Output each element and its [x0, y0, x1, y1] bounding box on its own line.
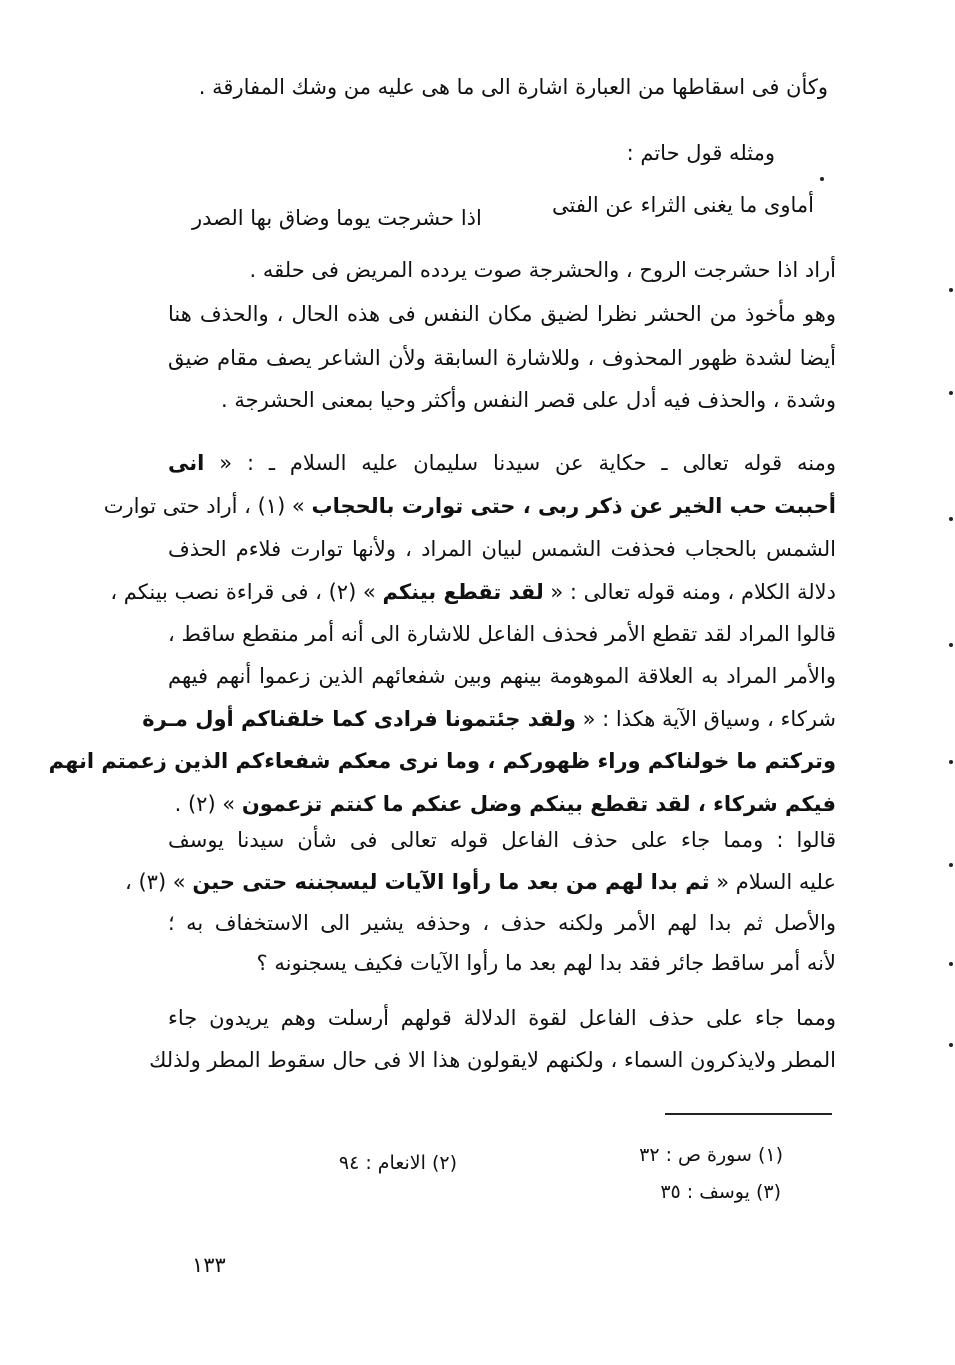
- paragraph-5-line: المطر ولايذكرون السماء ، ولكنهم لايقولون هذا الا فى حال سقوط المطر ولذلك: [149, 1048, 836, 1072]
- paragraph-2-line: أراد اذا حشرجت الروح ، والحشرجة صوت يردده المريض فى حلقه .: [249, 258, 836, 282]
- paragraph-4-line: قالوا : ومما جاء على حذف الفاعل قوله تعالى فى شأن سيدنا يوسف: [168, 828, 836, 852]
- scan-speck: [949, 760, 953, 764]
- paragraph-3-line: الشمس بالحجاب فحذفت الشمس لبيان المراد ، ولأنها توارت فلاءم الحذف: [168, 537, 836, 561]
- poem-hemistich-2: اذا حشرجت يوما وضاق بها الصدر: [192, 206, 482, 230]
- quran-quote: وتركتم ما خولناكم وراء ظهوركم ، وما نرى معكم شفعاءكم الذين زعمتم انهم: [48, 749, 836, 773]
- quran-quote: انى: [168, 451, 205, 475]
- paragraph-3-line: ومنه قوله تعالى ـ حكاية عن سيدنا سليمان عليه السلام ـ : « انى: [168, 451, 836, 475]
- paragraph-5-line: ومما جاء على حذف الفاعل لقوة الدلالة قولهم أرسلت وهم يريدون جاء: [168, 1006, 836, 1030]
- scan-speck: [949, 288, 953, 292]
- paragraph-3-line: قالوا المراد لقد تقطع الأمر فحذف الفاعل للاشارة الى أنه أمر منقطع ساقط ،: [168, 622, 836, 646]
- paragraph-3-line: والأمر المراد به العلاقة الموهومة بينهم وبين شفعائهم الذين زعموا أنهم فيهم: [168, 664, 836, 688]
- paragraph-3-line: شركاء ، وسياق الآية هكذا : « ولقد جئتمونا فرادى كما خلقناكم أول مـرة: [142, 707, 836, 731]
- scan-speck: [949, 1043, 953, 1047]
- paragraph-2-line: وهو مأخوذ من الحشر نظرا لضيق مكان النفس فى هذه الحال ، والحذف هنا: [168, 302, 836, 326]
- paragraph-3-line: دلالة الكلام ، ومنه قوله تعالى : « لقد تقطع بينكم » (٢) ، فى قراءة نصب بينكم ،: [110, 580, 836, 604]
- paragraph-3-line: أحببت حب الخير عن ذكر ربى ، حتى توارت بالحجاب » (١) ، أراد حتى توارت: [103, 494, 836, 518]
- paragraph-2-line: وشدة ، والحذف فيه أدل على قصر النفس وأكثر وحيا بمعنى الحشرجة .: [221, 388, 836, 412]
- paragraph-4-line: والأصل ثم بدا لهم الأمر ولكنه حذف ، وحذفه يشير الى الاستخفاف به ؛: [168, 911, 836, 935]
- page-number: ١٣٣: [192, 1253, 226, 1277]
- quran-quote: ثم بدا لهم من بعد ما رأوا الآيات ليسجننه حتى حين: [192, 870, 710, 894]
- scan-speck: [949, 863, 953, 867]
- quran-quote: فيكم شركاء ، لقد تقطع بينكم وضل عنكم ما كنتم تزعمون: [241, 792, 836, 816]
- scan-speck: [949, 643, 953, 647]
- quran-quote: أحببت حب الخير عن ذكر ربى ، حتى توارت بالحجاب: [311, 494, 836, 518]
- poem-hemistich-1: أماوى ما يغنى الثراء عن الفتى: [552, 193, 814, 217]
- footnote-1: (١) سورة ص : ٣٢: [639, 1144, 783, 1166]
- scan-speck: [949, 517, 953, 521]
- scan-speck: [820, 177, 824, 181]
- paragraph-3-line: فيكم شركاء ، لقد تقطع بينكم وضل عنكم ما كنتم تزعمون » (٢) .: [174, 792, 836, 816]
- footnote-3: (٣) يوسف : ٣٥: [660, 1181, 781, 1203]
- footnote-divider: [665, 1113, 832, 1115]
- poem-intro: ومثله قول حاتم :: [626, 141, 775, 165]
- scan-speck: [949, 962, 953, 966]
- quran-quote: ولقد جئتمونا فرادى كما خلقناكم أول مـرة: [142, 707, 576, 731]
- paragraph-4-line: لأنه أمر ساقط جائر فقد بدا لهم بعد ما رأوا الآيات فكيف يسجنونه ؟: [256, 951, 836, 975]
- paragraph-2-line: أيضا لشدة ظهور المحذوف ، وللاشارة السابقة ولأن الشاعر يصف مقام ضيق: [168, 346, 836, 370]
- scan-speck: [949, 391, 953, 395]
- quran-quote: لقد تقطع بينكم: [382, 580, 544, 604]
- footnote-2: (٢) الانعام : ٩٤: [338, 1152, 457, 1174]
- paragraph-4-line: عليه السلام « ثم بدا لهم من بعد ما رأوا الآيات ليسجننه حتى حين » (٣) ،: [125, 870, 836, 894]
- paragraph-1-line: وكأن فى اسقاطها من العبارة اشارة الى ما هى عليه من وشك المفارقة .: [198, 75, 828, 99]
